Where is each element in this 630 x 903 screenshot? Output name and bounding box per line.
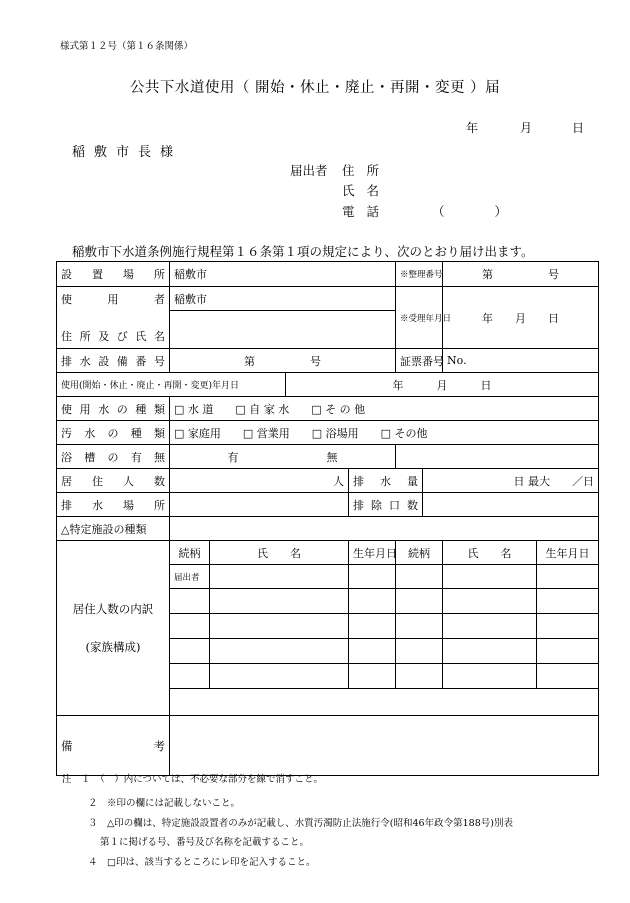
family-cell[interactable] xyxy=(396,639,443,664)
remarks-field[interactable] xyxy=(170,716,599,776)
family-label: (家族構成) xyxy=(85,640,141,654)
breakdown-label-cell xyxy=(57,541,170,716)
applicant-label: 届出者 xyxy=(290,163,328,178)
note-3a: ３ △印の欄は、特定施設設置者のみが記載し、水質汚濁防止法施行令(昭和46年政令第188号)別表 xyxy=(88,818,513,829)
remarks-label: 備考 xyxy=(57,716,170,776)
user-sub-label: 住所及び氏名 xyxy=(57,311,170,349)
date-year-label: 年 xyxy=(466,121,479,135)
drain-no-field[interactable]: 第 号 xyxy=(170,349,396,373)
family-cell[interactable] xyxy=(396,664,443,689)
family-cell[interactable] xyxy=(349,664,396,689)
family-cell[interactable] xyxy=(210,639,349,664)
discharge-amount-field[interactable]: 日 最大 ／日 xyxy=(423,469,599,493)
note-1: 注 １ （ ）内については、不必要な部分を線で消すこと。 xyxy=(62,774,324,785)
discharge-place-field[interactable] xyxy=(170,493,349,517)
reg-no-field[interactable]: 第 号 xyxy=(443,262,599,287)
family-cell[interactable] xyxy=(396,614,443,639)
family-cell[interactable] xyxy=(443,589,537,614)
family-cell[interactable] xyxy=(537,664,599,689)
phone-label: 電 話 xyxy=(342,204,383,219)
outlet-count-field[interactable] xyxy=(423,493,599,517)
user-label: 使用者 xyxy=(57,287,170,311)
family-cell[interactable] xyxy=(170,589,210,614)
residents-field[interactable]: 人 xyxy=(170,469,349,493)
page-title: 公共下水道使用（ 開始・休止・廃止・再開・変更 ）届 xyxy=(129,80,501,96)
user-field[interactable]: 稲敷市 xyxy=(170,287,396,311)
family-cell[interactable] xyxy=(210,589,349,614)
phone-parens: （ ） xyxy=(432,204,508,219)
facility-label: △特定施設の種類 xyxy=(57,517,170,541)
family-cell[interactable] xyxy=(210,565,349,589)
family-cell[interactable] xyxy=(537,565,599,589)
col-relation-2: 続柄 xyxy=(396,541,443,565)
date-month-label: 月 xyxy=(520,121,533,135)
reg-no-label: ※整理番号 xyxy=(396,262,443,287)
water-kind-label: 使用水の種類 xyxy=(57,397,170,421)
family-cell[interactable] xyxy=(349,565,396,589)
application-form-table xyxy=(56,261,599,776)
received-date-field[interactable]: 年 月 日 xyxy=(443,287,599,349)
note-4: ４ □印は、該当するところにレ印を記入すること。 xyxy=(88,857,316,868)
intro-text: 稲敷市下水道条例施行規程第１６条第１項の規定により、次のとおり届け出ます。 xyxy=(72,244,534,259)
user-name-field[interactable] xyxy=(170,311,396,349)
family-cell[interactable] xyxy=(443,664,537,689)
location-field[interactable]: 稲敷市 xyxy=(170,262,396,287)
family-cell[interactable] xyxy=(349,614,396,639)
addressee: 稲敷市長様 xyxy=(72,145,183,160)
facility-field[interactable] xyxy=(170,517,599,541)
family-cell[interactable] xyxy=(537,589,599,614)
form-number: 様式第１２号（第１６条関係） xyxy=(60,41,194,52)
family-cell[interactable] xyxy=(210,614,349,639)
col-birth-2: 生年月日 xyxy=(537,541,599,565)
note-3b: 第１に掲げる号、番号及び名称を記載すること。 xyxy=(100,837,310,848)
family-spacer xyxy=(170,689,599,716)
bath-blank xyxy=(396,445,599,469)
received-date-label: ※受理年月日 xyxy=(396,287,443,349)
family-cell[interactable] xyxy=(170,664,210,689)
family-cell[interactable] xyxy=(537,614,599,639)
family-cell[interactable] xyxy=(537,639,599,664)
family-cell[interactable] xyxy=(170,614,210,639)
family-cell[interactable] xyxy=(349,589,396,614)
outlet-count-label: 排除口数 xyxy=(349,493,423,517)
cert-no-label: 証票番号 xyxy=(396,349,443,373)
col-birth-1: 生年月日 xyxy=(349,541,396,565)
cert-no-field[interactable]: No. xyxy=(443,349,599,373)
family-cell[interactable] xyxy=(396,589,443,614)
family-cell[interactable] xyxy=(443,639,537,664)
bath-label: 浴槽の有無 xyxy=(57,445,170,469)
use-date-label: 使用(開始・休止・廃止・再開・変更)年月日 xyxy=(57,373,286,397)
use-date-field[interactable]: 年 月 日 xyxy=(286,373,599,397)
breakdown-label: 居住人数の内訳 xyxy=(72,602,154,616)
residents-label: 居住人数 xyxy=(57,469,170,493)
col-relation-1: 続柄 xyxy=(170,541,210,565)
address-label: 住 所 xyxy=(342,163,383,178)
discharge-amount-label: 排水量 xyxy=(349,469,423,493)
applicant-row-label: 届出者 xyxy=(170,565,210,589)
note-2: ２ ※印の欄には記載しないこと。 xyxy=(88,798,241,809)
water-kind-options[interactable]: □ 水 道 □ 自 家 水 □ そ の 他 xyxy=(170,397,599,421)
discharge-place-label: 排水場所 xyxy=(57,493,170,517)
family-cell[interactable] xyxy=(443,565,537,589)
sewage-kind-options[interactable]: □ 家庭用 □ 営業用 □ 浴場用 □ その他 xyxy=(170,421,599,445)
drain-no-label: 排水設備番号 xyxy=(57,349,170,373)
name-label: 氏 名 xyxy=(342,183,383,198)
family-cell[interactable] xyxy=(210,664,349,689)
col-name-2: 氏 名 xyxy=(443,541,537,565)
col-name-1: 氏 名 xyxy=(210,541,349,565)
bath-options[interactable]: 有 無 xyxy=(170,445,396,469)
family-cell[interactable] xyxy=(349,639,396,664)
sewage-kind-label: 汚水の種類 xyxy=(57,421,170,445)
family-cell[interactable] xyxy=(443,614,537,639)
date-day-label: 日 xyxy=(572,121,585,135)
location-label: 設置場所 xyxy=(57,262,170,287)
family-cell[interactable] xyxy=(170,639,210,664)
family-cell[interactable] xyxy=(396,565,443,589)
